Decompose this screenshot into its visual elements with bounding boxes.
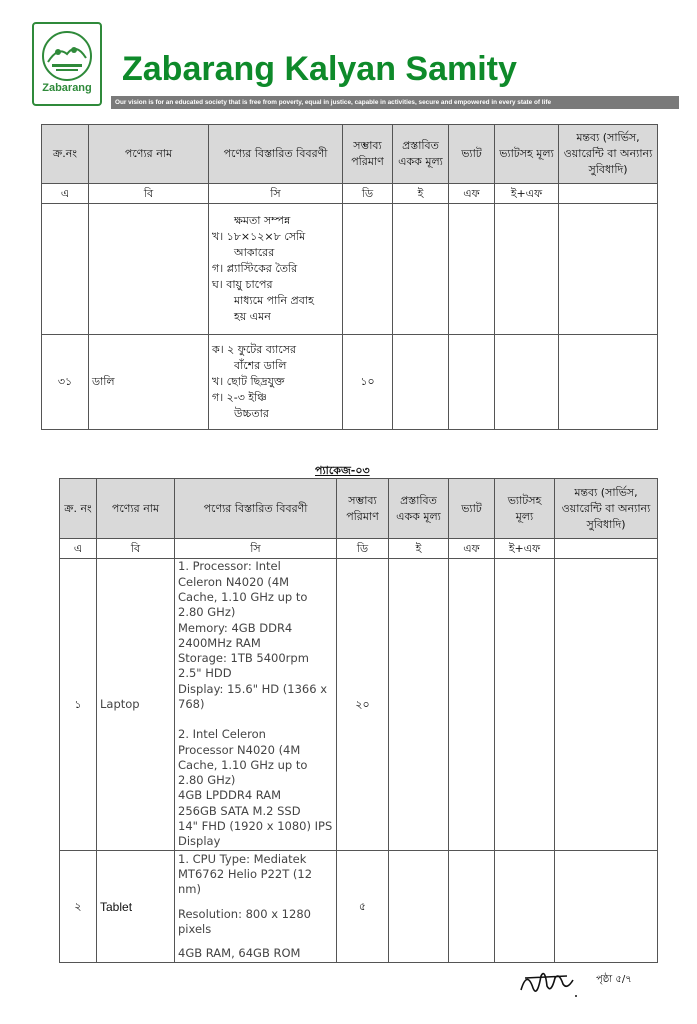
logo-text: Zabarang	[42, 82, 92, 94]
item-sl: ১	[60, 559, 97, 851]
letter-cell: এ	[60, 539, 97, 559]
table-row	[42, 335, 658, 430]
item-description: ক। ২ ফুটের ব্যাসের বাঁশের ডালি খ। ছোট ছিদ্রযুক্ত গ। ২-৩ ইঞ্চি উচ্চতার	[209, 335, 343, 430]
table-row	[60, 559, 658, 851]
letter-row	[42, 184, 658, 204]
package-title: প্যাকেজ-০৩	[315, 464, 370, 477]
col-qty: সম্ভাব্য পরিমাণ	[337, 479, 389, 539]
col-desc: পণ্যের বিস্তারিত বিবরণী	[209, 125, 343, 184]
item-sl: ২	[60, 851, 97, 963]
org-name: Zabarang Kalyan Samity	[122, 50, 517, 88]
letter-cell: এফ	[449, 539, 495, 559]
letter-cell: বি	[97, 539, 175, 559]
letter-cell	[559, 184, 658, 204]
table-row	[42, 204, 658, 335]
col-sl: ক্র. নং	[60, 479, 97, 539]
signature-icon	[517, 964, 581, 1004]
items-table-2	[59, 478, 658, 963]
item-name: ডালি	[89, 335, 209, 430]
vision-banner: Our vision is for an educated society that is free from poverty, equal in justice, capable in activities, secure and empowered in every state of life	[111, 96, 679, 109]
page-number: পৃষ্ঠা ৫/৭	[596, 974, 632, 985]
letter-cell: এফ	[449, 184, 495, 204]
item-description: ক্ষমতা সম্পন্ন খ। ১৮×১২×৮ সেমি আকারের গ। প্ল্যাস্টিকের তৈরি ঘ। বায়ু চাপের মাধ্যমে পানি প্রবাহ হয় এমন	[209, 204, 343, 335]
letter-cell: ডি	[343, 184, 393, 204]
letter-cell: ই	[389, 539, 449, 559]
letter-cell: সি	[175, 539, 337, 559]
item-description: 1. Processor: Intel Celeron N4020 (4M Cache, 1.10 GHz up to 2.80 GHz) Memory: 4GB DDR4 2400MHz RAM Storage: 1TB 5400rpm 2.5" HDD Display: 15.6" HD (1366 x 768) 2. Intel Celeron Processor N4020 (4M Cache, 1.10 GHz up to 2.80 GHz) 4GB LPDDR4 RAM 256GB SATA M.2 SSD 14" FHD (1920 x 1080) IPS Display	[175, 559, 337, 851]
item-qty: ২০	[337, 559, 389, 851]
col-unit-price: প্রস্তাবিত একক মূল্য	[393, 125, 449, 184]
col-remarks: মন্তব্য (সার্ভিস, ওয়ারেন্টি বা অন্যান্য সুবিধাদি)	[555, 479, 658, 539]
org-logo	[32, 22, 102, 106]
logo-emblem-icon	[38, 28, 96, 84]
item-qty: ১০	[343, 335, 393, 430]
col-unit-price: প্রস্তাবিত একক মূল্য	[389, 479, 449, 539]
col-name: পণ্যের নাম	[97, 479, 175, 539]
col-remarks: মন্তব্য (সার্ভিস, ওয়ারেন্টি বা অন্যান্য সুবিধাদি)	[559, 125, 658, 184]
table-row	[60, 851, 658, 963]
letter-cell: বি	[89, 184, 209, 204]
items-table-1	[41, 124, 658, 430]
col-desc: পণ্যের বিস্তারিত বিবরণী	[175, 479, 337, 539]
letter-cell: এ	[42, 184, 89, 204]
item-name: Laptop	[97, 559, 175, 851]
item-name: Tablet	[97, 851, 175, 963]
letter-cell: সি	[209, 184, 343, 204]
col-vat: ভ্যাট	[449, 125, 495, 184]
letter-cell: ই	[393, 184, 449, 204]
letter-cell	[555, 539, 658, 559]
item-qty: ৫	[337, 851, 389, 963]
col-total: ভ্যাটসহ মূল্য	[495, 479, 555, 539]
signature	[517, 964, 581, 1008]
letter-row	[60, 539, 658, 559]
item-sl: ৩১	[42, 335, 89, 430]
col-qty: সম্ভাব্য পরিমাণ	[343, 125, 393, 184]
letter-cell: ডি	[337, 539, 389, 559]
col-total: ভ্যাটসহ মূল্য	[495, 125, 559, 184]
col-name: পণ্যের নাম	[89, 125, 209, 184]
col-sl: ক্র.নং	[42, 125, 89, 184]
header-row	[42, 125, 658, 184]
header-row	[60, 479, 658, 539]
letter-cell: ই+এফ	[495, 184, 559, 204]
col-vat: ভ্যাট	[449, 479, 495, 539]
letter-cell: ই+এফ	[495, 539, 555, 559]
item-description: 1. CPU Type: Mediatek MT6762 Helio P22T (12 nm) Resolution: 800 x 1280 pixels 4GB RAM, 64GB ROM	[175, 851, 337, 963]
